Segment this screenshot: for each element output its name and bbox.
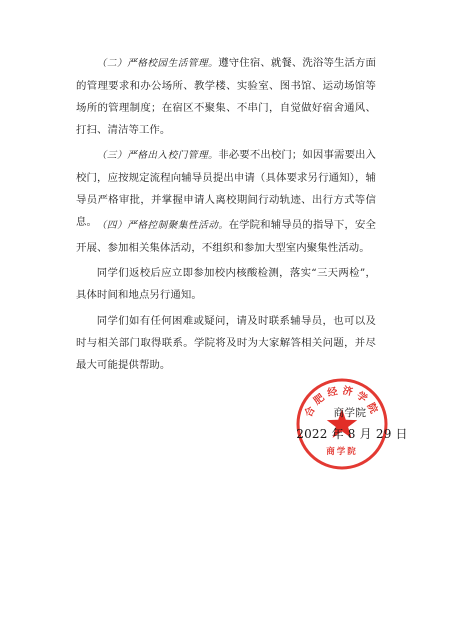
- paragraph-heading: （二）严格校园生活管理。: [96, 58, 219, 69]
- paragraph-contact: [76, 310, 376, 376]
- paragraph-body: 遵守住宿、就餐、洗浴等生活方面的管理要求和办公场所、教学楼、实验室、图书馆、运动场馆等场所的管理制度；在宿区不聚集、不串门，自觉做好宿舍通风、打扫、清洁等工作。: [76, 57, 377, 136]
- official-seal: [294, 376, 390, 472]
- paragraph-body: 同学们返校后应立即参加校内核酸检测，落实“三天两检”，具体时间和地点另行通知。: [76, 267, 376, 301]
- seal-arc-text: 合肥经济学院: [303, 385, 381, 419]
- paragraph-body: 在学院和辅导员的指导下，安全开展、参加相关集体活动，不组织和参加大型室内聚集性活动。: [76, 219, 376, 254]
- paragraph-gatherings: [76, 214, 376, 259]
- seal-bottom-text: 商学院: [326, 447, 358, 457]
- paragraph-heading: （四）严格控制聚集性活动。: [96, 220, 229, 231]
- signature-date: 2022 年 8 月 29 日: [296, 427, 408, 441]
- seal-graphic: [294, 376, 390, 472]
- signature-organization: 商学院: [333, 407, 367, 419]
- paragraph-campus-life: [76, 52, 376, 141]
- paragraph-body: 非必要不出校门；如因事需要出入校门，应按规定流程向辅导员提出申请（具体要求另行通知），辅导员严格审批，并掌握申请人离校期间行动轨迹、出行方式等信息。: [76, 149, 377, 228]
- paragraph-heading: （三）严格出入校门管理。: [96, 150, 219, 161]
- paragraph-nucleic-test: [76, 262, 376, 306]
- paragraph-body: 同学们如有任何困难或疑问，请及时联系辅导员，也可以及时与相关部门取得联系。学院将及时为大家解答相关问题，并尽最大可能提供帮助。: [76, 315, 376, 371]
